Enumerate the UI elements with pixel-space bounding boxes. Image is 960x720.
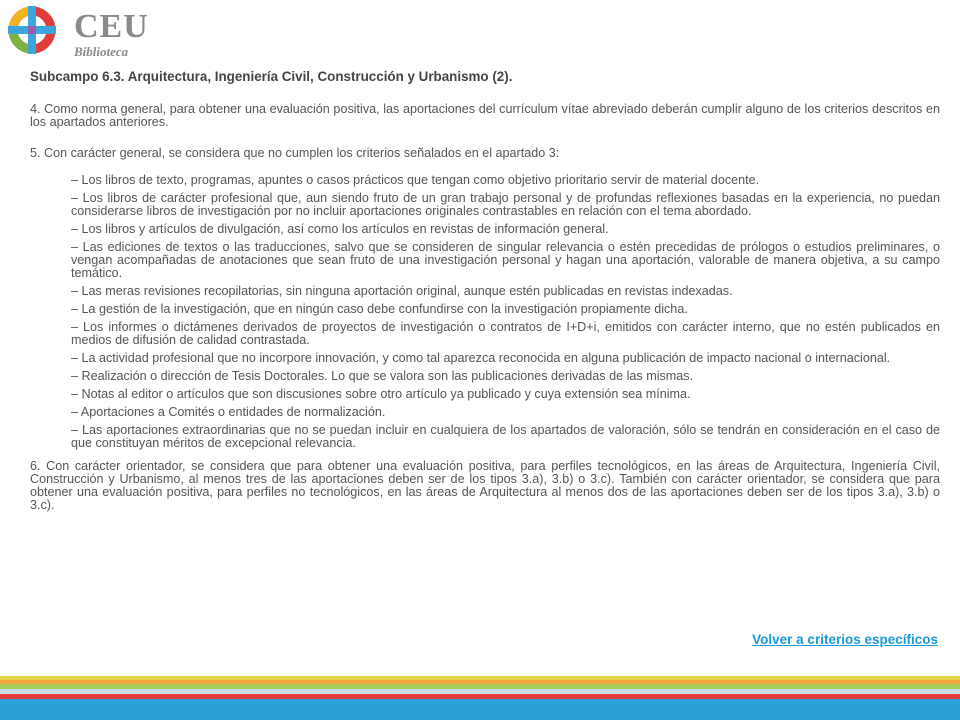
list-item: – Realización o dirección de Tesis Doctorales. Lo que se valora son las publicaciones derivadas de las mismas. (71, 369, 694, 383)
page-title: Subcampo 6.3. Arquitectura, Ingeniería Civil, Construcción y Urbanismo (2). (30, 69, 513, 84)
list-item: – Los libros de carácter profesional que, aun siendo fruto de un gran trabajo personal y de profundas reflexiones basadas en la experiencia, no puedan considerarse libros de investigación por no incluir aportaciones originales contrastables en relación con el tema abordado. (71, 191, 940, 218)
paragraph-6: 6. Con carácter orientador, se considera que para obtener una evaluación positiva, para perfiles tecnológicos, en las áreas de Arquitectura, Ingeniería Civil, Construcción y Urbanismo, al menos tres de las aportaciones deben ser de los tipos 3.a), 3.b) o 3.c). También con carácter orientador, se considera que para obtener una evaluación positiva, para perfiles no tecnológicos, en las áreas de Arquitectura al menos dos de las aportaciones deben ser de los tipos 3.a), 3.b) o 3.c). (30, 459, 940, 512)
list-item: – Las ediciones de textos o las traducciones, salvo que se consideren de singular relevancia o estén precedidas de prólogos o estudios preliminares, o vengan acompañadas de anotaciones que sean fruto de una investigación personal y hagan una aportación, valorable de manera objetiva, a su campo temático. (71, 240, 940, 280)
list-item: – Las aportaciones extraordinarias que no se puedan incluir en cualquiera de los apartados de valoración, sólo se tendrán en consideración en el caso de que constituyan méritos de excepcional relevancia. (71, 423, 940, 450)
logo-brand: CEU (74, 8, 149, 45)
logo-cross-center (28, 26, 36, 34)
list-item: – La gestión de la investigación, que en ningún caso debe confundirse con la investigación propiamente dicha. (71, 302, 688, 316)
footer-stripes (0, 676, 960, 720)
list-item: – Aportaciones a Comités o entidades de normalización. (71, 405, 386, 419)
logo-subtitle: Biblioteca (74, 44, 129, 59)
back-to-criteria-link[interactable]: Volver a criterios específicos (752, 632, 938, 647)
list-item: – Los informes o dictámenes derivados de proyectos de investigación o contratos de I+D+i, emitidos con carácter interno, que no estén publicados en medios de difusión de calidad contrastada. (71, 320, 940, 347)
list-item: – Notas al editor o artículos que son discusiones sobre otro artículo ya publicado y cuya extensión sea mínima. (71, 387, 691, 401)
paragraph-5: 5. Con carácter general, se considera que no cumplen los criterios señalados en el apartado 3: (30, 146, 560, 160)
list-item: – Los libros de texto, programas, apuntes o casos prácticos que tengan como objetivo prioritario servir de material docente. (71, 173, 760, 187)
footer-stripe (0, 699, 960, 720)
ceu-cross-icon (8, 6, 64, 62)
exclusion-list (30, 174, 940, 450)
paragraph-4: 4. Como norma general, para obtener una evaluación positiva, las aportaciones del currículum vítae abreviado deberán cumplir alguno de los criterios descritos en los apartados anteriores. (30, 102, 940, 129)
document-body (30, 70, 940, 526)
list-item: – Las meras revisiones recopilatorias, sin ninguna aportación original, aunque estén publicadas en revistas indexadas. (71, 284, 733, 298)
ceu-logo (8, 4, 148, 66)
logo-text (74, 10, 149, 60)
list-item: – La actividad profesional que no incorpore innovación, y como tal aparezca reconocida en alguna publicación de impacto nacional o internacional. (71, 351, 891, 365)
list-item: – Los libros y artículos de divulgación, así como los artículos en revistas de información general. (71, 222, 609, 236)
